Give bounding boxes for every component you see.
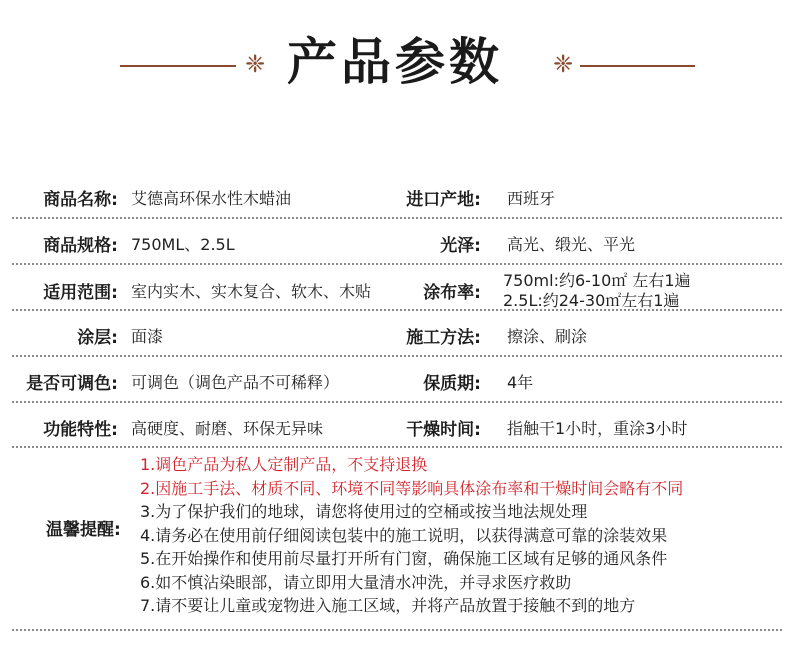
param-label: 保质期: bbox=[423, 374, 481, 394]
param-label: 干燥时间: bbox=[406, 420, 481, 440]
row-divider bbox=[12, 446, 782, 448]
param-label: 适用范围: bbox=[43, 283, 118, 303]
warning-item: 7.请不要让儿童或宠物进入施工区域，并将产品放置于接触不到的地方 bbox=[140, 596, 636, 615]
param-value: 高硬度、耐磨、环保无异味 bbox=[131, 419, 324, 438]
param-label: 商品名称: bbox=[43, 190, 118, 210]
page-title: 产品参数 bbox=[287, 33, 503, 91]
warning-item: 4.请务必在使用前仔细阅读包装中的施工说明，以获得满意可靠的涂装效果 bbox=[140, 525, 668, 545]
header-divider-right bbox=[580, 65, 695, 67]
warning-item: 5.在开始操作和使用前尽量打开所有门窗，确保施工区域有足够的通风条件 bbox=[140, 549, 668, 568]
row-divider bbox=[12, 217, 782, 219]
row-divider bbox=[12, 355, 782, 357]
warning-list bbox=[140, 453, 683, 618]
param-label: 涂布率: bbox=[423, 283, 481, 303]
row-divider bbox=[12, 629, 782, 631]
param-label: 涂层: bbox=[77, 328, 118, 348]
param-label: 功能特性: bbox=[43, 420, 118, 440]
param-label: 光泽: bbox=[440, 236, 481, 256]
warning-label: 温馨提醒: bbox=[46, 520, 121, 540]
param-value: 室内实木、实木复合、软木、木贴 bbox=[131, 282, 372, 301]
ornament-right-icon: ❈ bbox=[553, 50, 574, 78]
param-value: 艾德高环保水性木蜡油 bbox=[131, 189, 292, 208]
param-value: 4年 bbox=[507, 373, 534, 392]
param-label: 施工方法: bbox=[406, 328, 481, 348]
param-value: 面漆 bbox=[131, 327, 164, 346]
row-divider bbox=[12, 309, 782, 311]
param-value: 擦涂、刷涂 bbox=[507, 327, 588, 346]
param-value: 750ML、2.5L bbox=[131, 235, 235, 254]
ornament-left-icon: ❈ bbox=[245, 50, 266, 78]
param-label: 商品规格: bbox=[43, 236, 118, 256]
param-value: 西班牙 bbox=[507, 189, 556, 208]
param-value-line: 750ml:约6-10㎡ 左右1遍 bbox=[503, 271, 691, 290]
warning-item: 1.调色产品为私人定制产品，不支持退换 bbox=[140, 455, 428, 474]
param-label: 是否可调色: bbox=[26, 374, 118, 394]
row-divider bbox=[12, 263, 782, 265]
param-value: 可调色（调色产品不可稀释） bbox=[131, 373, 340, 392]
warning-item: 2.因施工手法、材质不同、环境不同等影响具体涂布率和干燥时间会略有不同 bbox=[140, 478, 684, 498]
param-value: 指触干1小时，重涂3小时 bbox=[507, 419, 688, 438]
param-value-line: 2.5L:约24-30㎡左右1遍 bbox=[503, 291, 680, 310]
param-value: 高光、缎光、平光 bbox=[507, 235, 636, 254]
row-divider bbox=[12, 401, 782, 403]
param-label: 进口产地: bbox=[406, 190, 481, 210]
warning-item: 3.为了保护我们的地球，请您将使用过的空桶或按当地法规处理 bbox=[140, 502, 588, 521]
page-header bbox=[0, 0, 790, 120]
warning-item: 6.如不慎沾染眼部，请立即用大量清水冲洗，并寻求医疗救助 bbox=[140, 572, 572, 592]
